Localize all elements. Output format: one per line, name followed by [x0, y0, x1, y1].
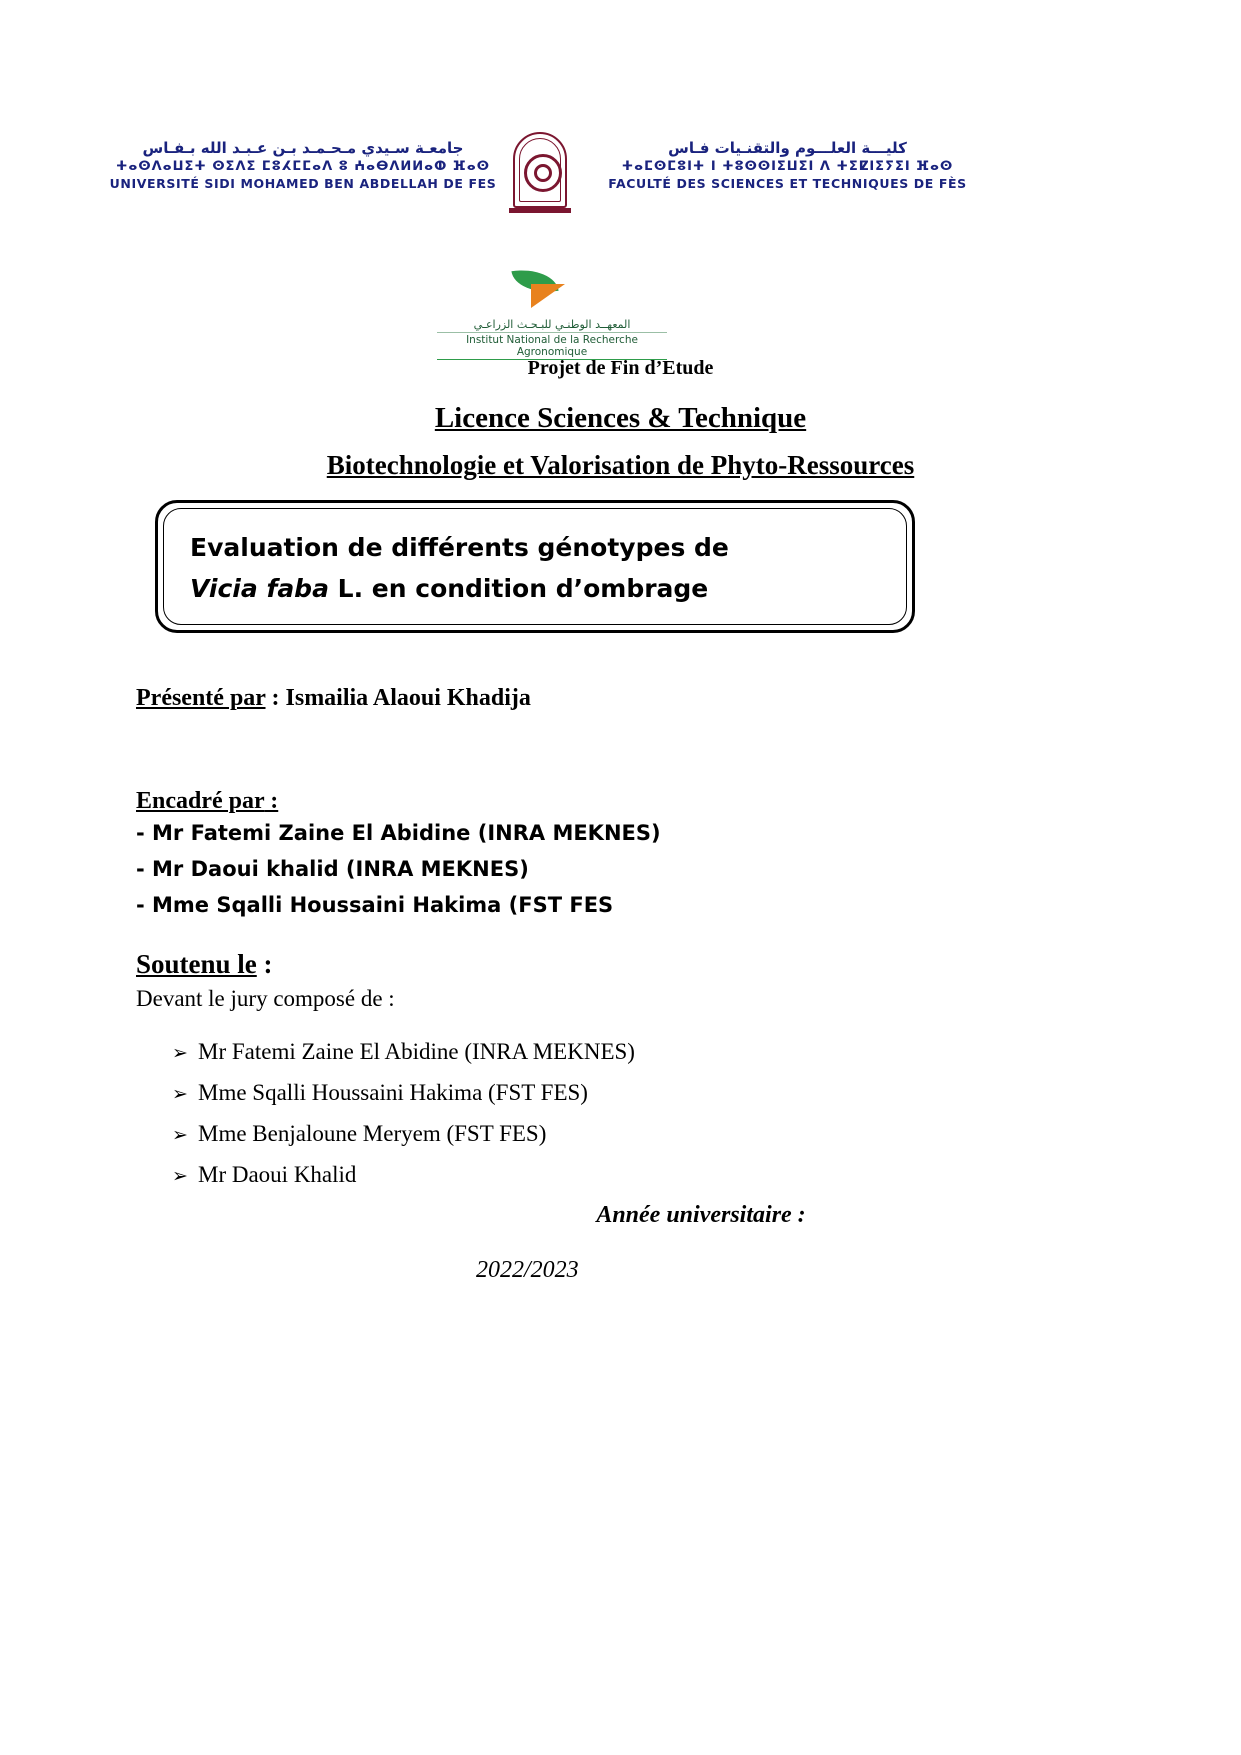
list-item [172, 1032, 1116, 1073]
supervisors-heading [136, 788, 1116, 815]
thesis-title-box [155, 500, 915, 633]
list-item [172, 1073, 1116, 1114]
thesis-title-line-1: Evaluation de différents génotypes de [190, 533, 729, 562]
inra-logo [437, 268, 667, 360]
species-name-italic: Vicia faba [190, 574, 329, 604]
jury-member-name: Mme Sqalli Houssaini Hakima (FST FES) [198, 1080, 588, 1106]
inra-name-arabic: المعهــد الوطنـي للبـحـث الزراعـي [437, 318, 667, 333]
university-emblem-icon [505, 132, 575, 218]
cover-body [136, 685, 1116, 1284]
jury-member-name: Mr Fatemi Zaine El Abidine (INRA MEKNES) [198, 1039, 635, 1065]
university-header-left [108, 138, 498, 193]
faculty-name-french: FACULTÉ DES SCIENCES ET TECHNIQUES DE FÈS [608, 175, 967, 191]
list-item [172, 1155, 1116, 1196]
jury-member-name: Mr Daoui Khalid [198, 1162, 357, 1188]
university-name-arabic: جامعـة سـيدي مـحـمـد بـن عـبـد الله بـفـاس [142, 139, 464, 157]
jury-intro: Devant le jury composé de : [136, 986, 395, 1012]
presented-by-label: Présenté par [136, 685, 266, 711]
thesis-title-line-2 [190, 568, 880, 609]
university-name-french: UNIVERSITÉ SIDI MOHAMED BEN ABDELLAH DE FES [109, 175, 497, 191]
program-title: Biotechnologie et Valorisation de Phyto-Ressources [326, 450, 915, 480]
degree-title: Licence Sciences & Technique [434, 402, 807, 434]
leaf-arrow-icon [509, 268, 595, 314]
defense-label-suffix: : [256, 949, 273, 980]
arrow-bullet-icon: ➢ [172, 1165, 188, 1188]
supervisors-label-suffix: : [264, 788, 279, 814]
arrow-bullet-icon: ➢ [172, 1042, 188, 1065]
inra-name-french: Institut National de la Recherche Agronomique [437, 333, 667, 360]
faculty-name-tifinagh: ⵜⴰⵎⵙⵎⵓⵏⵜ ⵏ ⵜⵓⵙⵙⵏⵉⵡⵉⵏ ⴷ ⵜⵉⵇⵏⵉⵢⵉⵏ ⴼⴰⵙ [621, 159, 954, 175]
defense-heading [136, 949, 1116, 980]
arrow-bullet-icon: ➢ [172, 1124, 188, 1147]
list-item [172, 1114, 1116, 1155]
academic-year-label: Année universitaire : [596, 1202, 806, 1229]
faculty-name-arabic: كليـــة العلـــوم والتقنـيات فـاس [668, 139, 907, 157]
arrow-bullet-icon: ➢ [172, 1083, 188, 1106]
project-type-label: Projet de Fin d’Etude [527, 357, 714, 379]
jury-list [172, 1032, 1116, 1196]
supervisors-label: Encadré par [136, 788, 265, 814]
presented-by [136, 685, 1116, 712]
faculty-header-right [590, 138, 985, 193]
defense-label: Soutenu le [136, 949, 257, 980]
academic-year-value: 2022/2023 [476, 1257, 579, 1284]
jury-member-name: Mme Benjaloune Meryem (FST FES) [198, 1121, 547, 1147]
institutional-header [0, 130, 1241, 220]
thesis-title-line-2-rest: L. en condition d’ombrage [328, 574, 709, 604]
supervisor-item: - Mr Daoui khalid (INRA MEKNES) [136, 857, 529, 882]
presented-by-value: : Ismailia Alaoui Khadija [265, 685, 531, 711]
university-name-tifinagh: ⵜⴰⵙⴷⴰⵡⵉⵜ ⵙⵉⴷⵉ ⵎⵓⵃⵎⵎⴰⴷ ⵓ ⵄⴰⴱⴷⵍⵍⴰⵀ ⴼⴰⵙ [115, 159, 491, 175]
supervisor-item: - Mr Fatemi Zaine El Abidine (INRA MEKNES) [136, 821, 661, 845]
supervisor-item: - Mme Sqalli Houssaini Hakima (FST FES [136, 893, 614, 918]
